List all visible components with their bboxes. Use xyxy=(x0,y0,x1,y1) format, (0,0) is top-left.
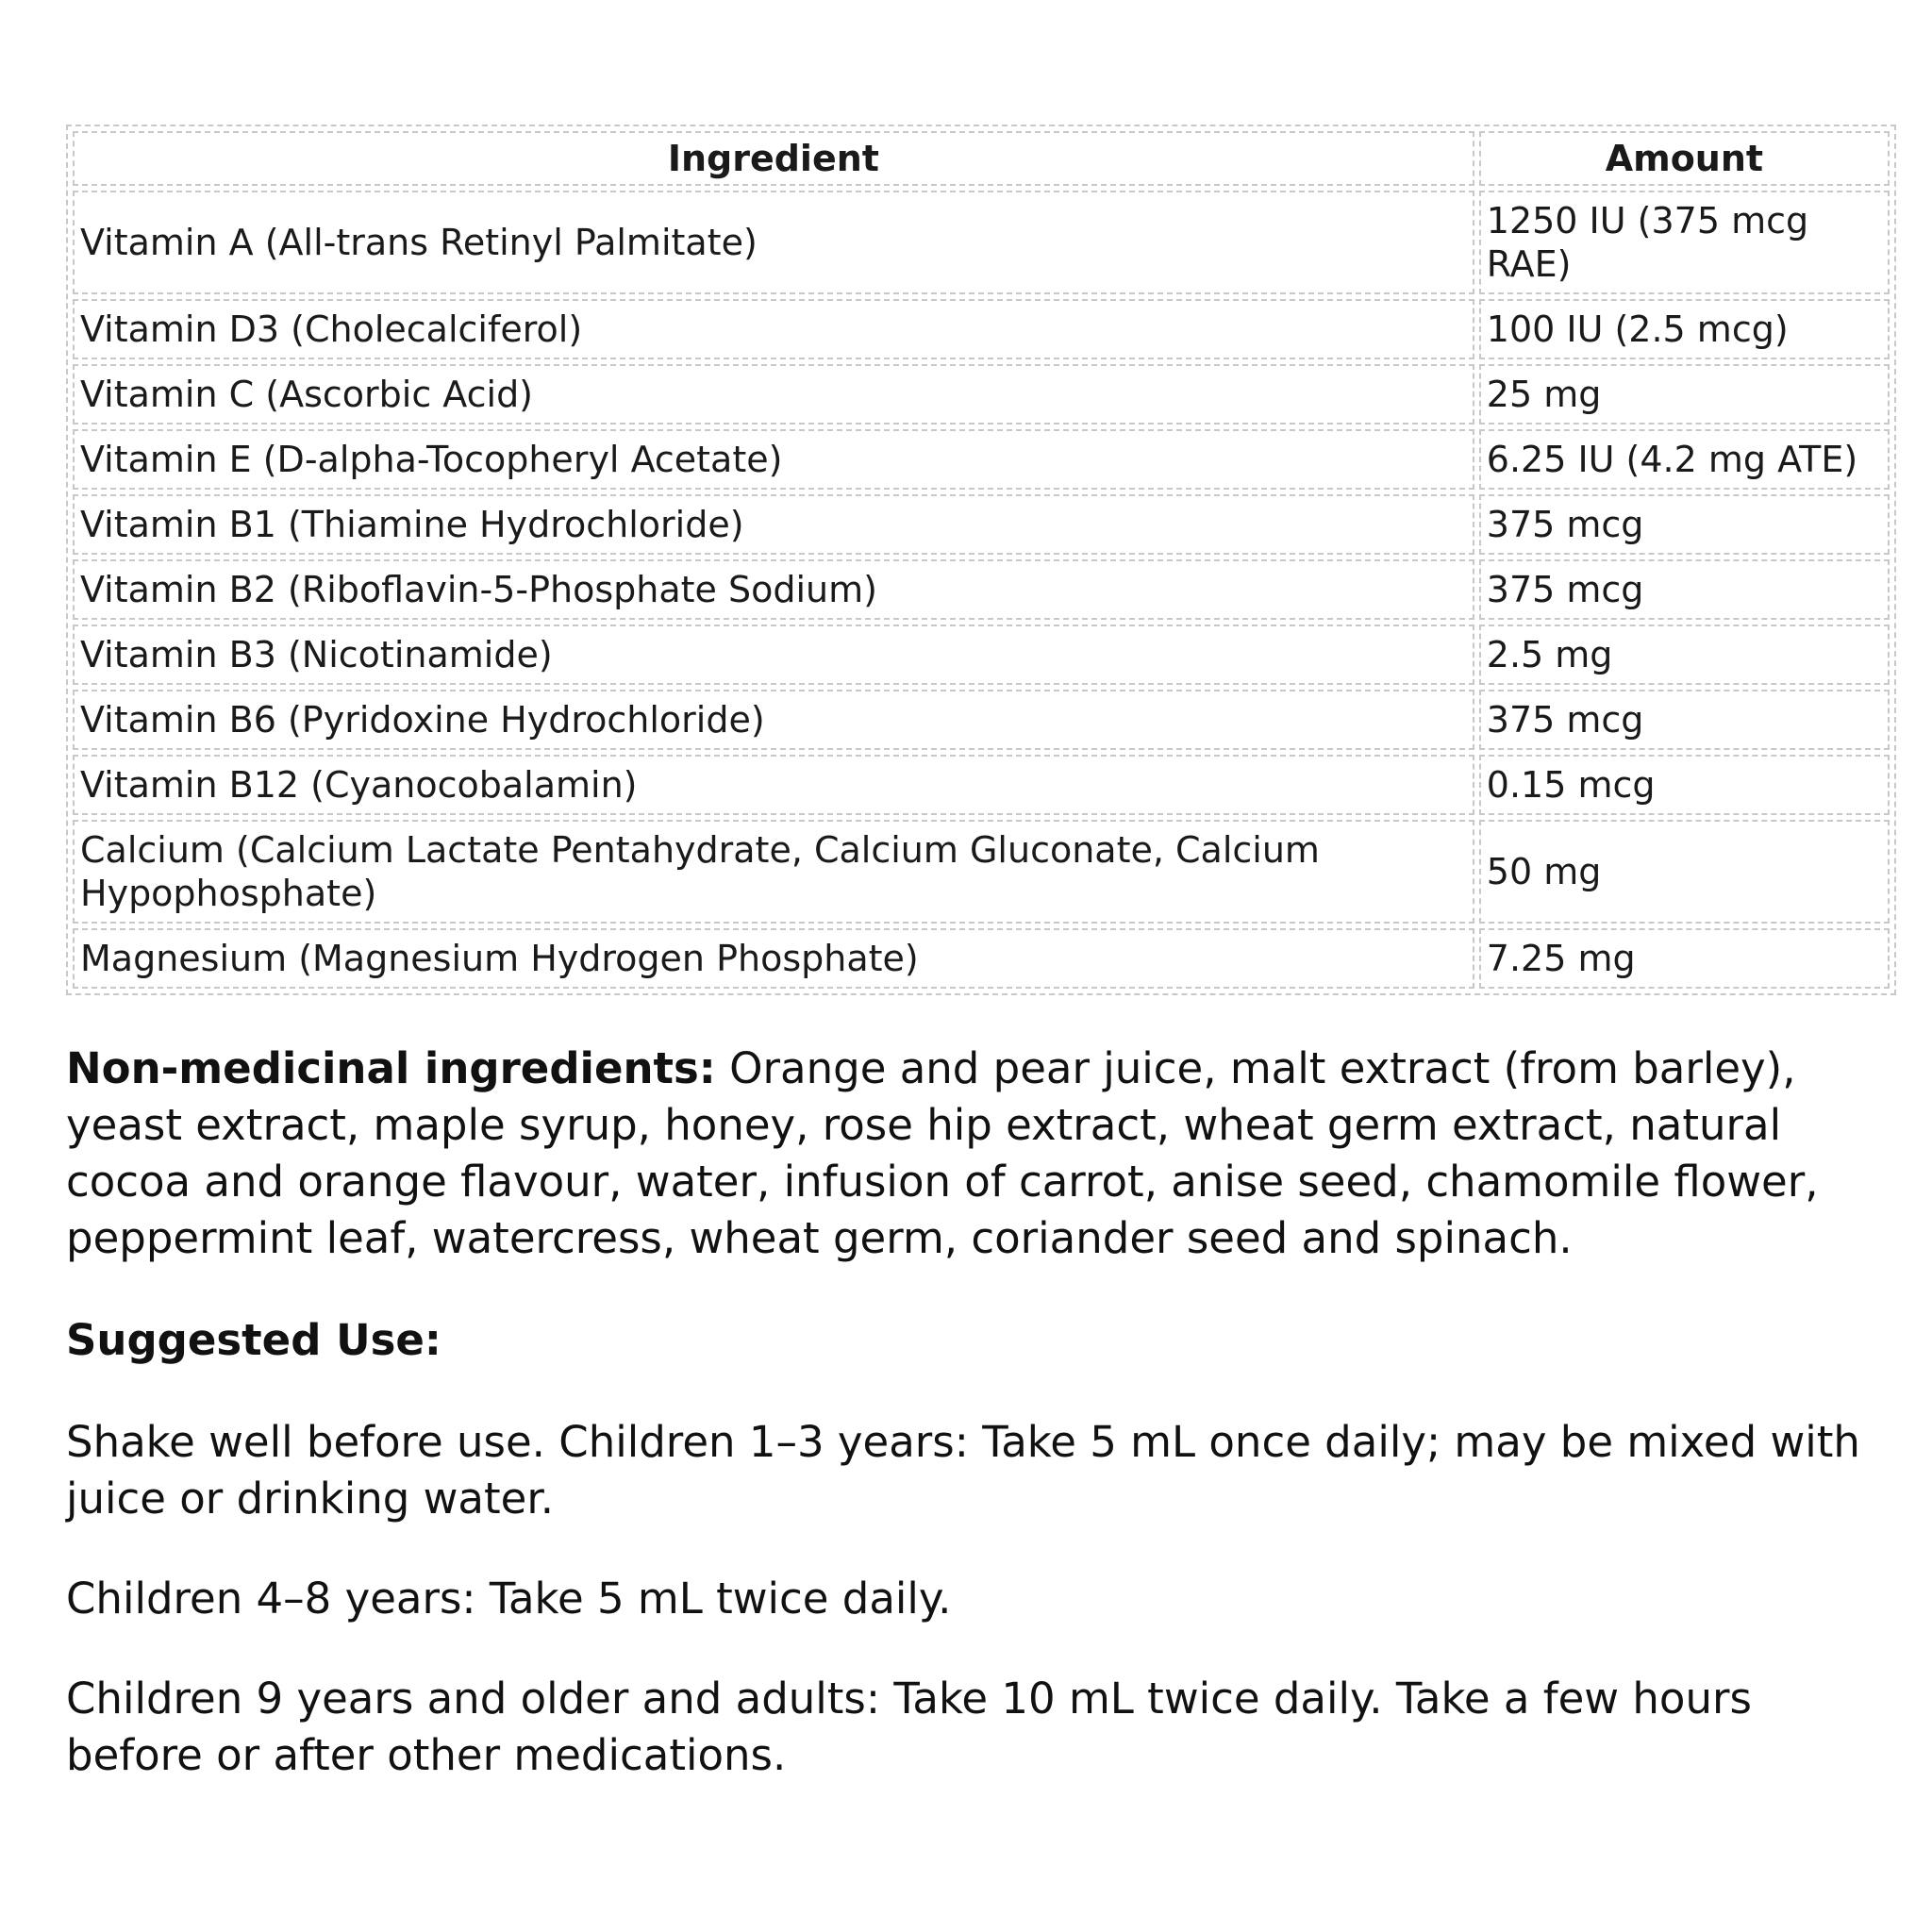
ingredient-cell: Vitamin D3 (Cholecalciferol) xyxy=(73,299,1474,359)
ingredient-cell: Magnesium (Magnesium Hydrogen Phosphate) xyxy=(73,928,1474,989)
table-row xyxy=(73,559,1890,620)
amount-cell: 100 IU (2.5 mcg) xyxy=(1479,299,1890,359)
table-row xyxy=(73,429,1890,490)
ingredient-cell: Calcium (Calcium Lactate Pentahydrate, Calcium Gluconate, Calcium Hypophosphate) xyxy=(73,820,1474,924)
amount-cell: 25 mg xyxy=(1479,364,1890,425)
suggested-use-paragraph: Children 4–8 years: Take 5 mL twice daily. xyxy=(66,1574,952,1624)
suggested-use-paragraph: Children 9 years and older and adults: Take 10 mL twice daily. Take a few hours before or after other medications. xyxy=(66,1674,1752,1780)
ingredients-table xyxy=(66,125,1896,995)
ingredient-cell: Vitamin E (D-alpha-Tocopheryl Acetate) xyxy=(73,429,1474,490)
table-row xyxy=(73,364,1890,425)
ingredient-cell: Vitamin C (Ascorbic Acid) xyxy=(73,364,1474,425)
product-info-content xyxy=(66,125,1896,1784)
amount-column-header: Amount xyxy=(1479,131,1890,186)
table-row xyxy=(73,625,1890,685)
ingredient-cell: Vitamin B3 (Nicotinamide) xyxy=(73,625,1474,685)
suggested-use-heading: Suggested Use: xyxy=(66,1315,441,1365)
ingredient-column-header: Ingredient xyxy=(73,131,1474,186)
ingredient-cell: Vitamin B12 (Cyanocobalamin) xyxy=(73,755,1474,815)
ingredient-cell: Vitamin A (All-trans Retinyl Palmitate) xyxy=(73,191,1474,294)
table-row xyxy=(73,928,1890,989)
ingredient-cell: Vitamin B2 (Riboflavin-5-Phosphate Sodium) xyxy=(73,559,1474,620)
table-header-row xyxy=(73,131,1890,186)
non-medicinal-text: Orange and pear juice, malt extract (from barley), yeast extract, maple syrup, honey, rose hip extract, wheat germ extract, natural cocoa and orange flavour, water, infusion of carrot, anise seed, chamomile flower, peppermint leaf, watercress, wheat germ, coriander seed and spinach. xyxy=(66,1043,1819,1263)
non-medicinal-ingredients xyxy=(66,1041,1896,1267)
table-row xyxy=(73,494,1890,555)
amount-cell: 7.25 mg xyxy=(1479,928,1890,989)
amount-cell: 0.15 mcg xyxy=(1479,755,1890,815)
ingredient-cell: Vitamin B6 (Pyridoxine Hydrochloride) xyxy=(73,690,1474,750)
amount-cell: 1250 IU (375 mcg RAE) xyxy=(1479,191,1890,294)
amount-cell: 375 mcg xyxy=(1479,559,1890,620)
amount-cell: 50 mg xyxy=(1479,820,1890,924)
non-medicinal-label: Non-medicinal ingredients: xyxy=(66,1043,716,1093)
amount-cell: 6.25 IU (4.2 mg ATE) xyxy=(1479,429,1890,490)
suggested-use-paragraph: Shake well before use. Children 1–3 years: Take 5 mL once daily; may be mixed with juice or drinking water. xyxy=(66,1417,1860,1524)
table-row xyxy=(73,191,1890,294)
table-row xyxy=(73,755,1890,815)
table-row xyxy=(73,299,1890,359)
table-row xyxy=(73,820,1890,924)
amount-cell: 375 mcg xyxy=(1479,494,1890,555)
amount-cell: 2.5 mg xyxy=(1479,625,1890,685)
ingredient-cell: Vitamin B1 (Thiamine Hydrochloride) xyxy=(73,494,1474,555)
table-row xyxy=(73,690,1890,750)
amount-cell: 375 mcg xyxy=(1479,690,1890,750)
